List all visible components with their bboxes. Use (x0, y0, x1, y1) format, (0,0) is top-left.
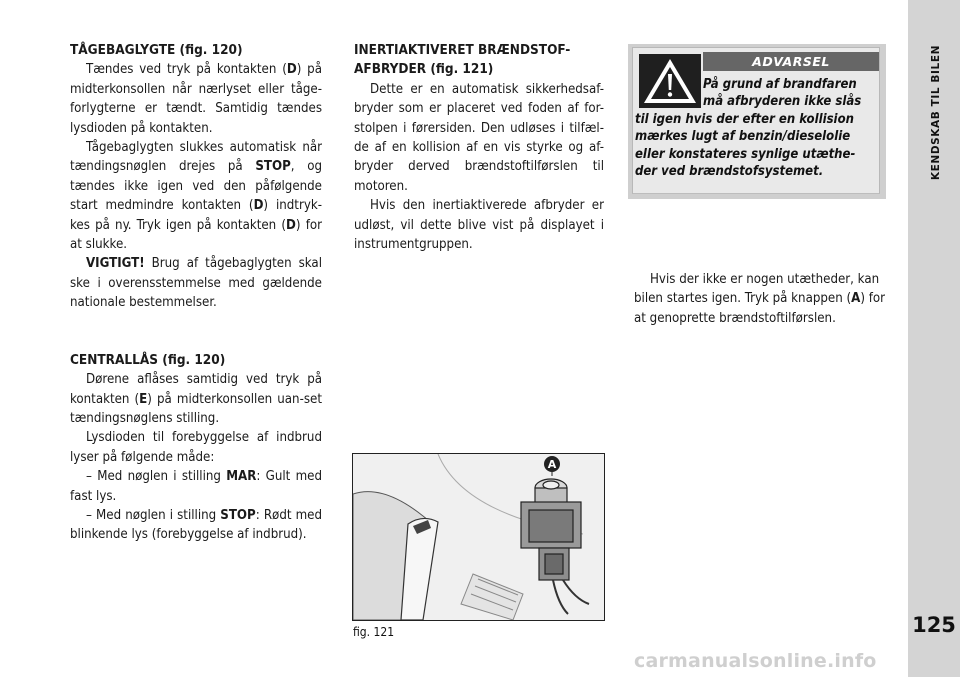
list-item: – Med nøglen i stilling MAR: Gult med fast lys. (70, 469, 322, 504)
paragraph: Tågebaglygten slukkes automatisk når tændingsnøglen drejes på STOP, og tændes ikke igen ved den påfølgende start medmindre kontakten (D) indtryk-kes på ny. Tryk igen på kontakten (D) for at slukke. (70, 140, 322, 253)
paragraph: Dørene aflåses samtidig ved tryk på kontakten (E) på midterkonsollen uan-set tændingsnøglens stilling. (70, 372, 322, 426)
paragraph: Hvis den inertiaktiverede afbryder er udløst, vil dette blive vist på displayet i instrumentgruppen. (354, 198, 604, 253)
warning-text: På grund af brandfaren må afbryderen ikke slås til igen hvis der efter en kollision mærkes lugt af benzin/dieselolie eller konstateres synlige utæthe-der ved brændstofsystemet. (635, 77, 862, 180)
paragraph: Hvis der ikke er nogen utætheder, kan bilen startes igen. Tryk på knappen (A) for at genoprette brændstoftilførslen. (634, 272, 886, 326)
figure-caption: fig. 121 (353, 625, 395, 639)
warning-panel (632, 47, 880, 194)
figure-label-a: A (547, 458, 557, 471)
paragraph: Lysdioden til forebyggelse af indbrud lyser på følgende måde: (70, 430, 322, 465)
paragraph: Tændes ved tryk på kontakten (D) på midterkonsollen når nærlyset eller tåge-forlygterne er tændt. Samtidig tændes lysdioden på kontakten. (70, 62, 322, 136)
section-heading-central-lock: CENTRALLÅS (fig. 120) (70, 351, 226, 368)
column-middle (354, 41, 604, 254)
watermark: carmanualsonline.info (634, 650, 877, 672)
column-left (70, 41, 322, 545)
section-title: KENDSKAB TIL BILEN (930, 45, 942, 181)
column-right (634, 270, 886, 328)
list-item: – Med nøglen i stilling STOP: Rødt med blinkende lys (forebyggelse af indbrud). (70, 507, 322, 543)
section-heading-fog-light: TÅGEBAGLYGTE (fig. 120) (70, 42, 243, 58)
warning-title: ADVARSEL (703, 52, 879, 71)
section-heading-fuel-cutoff: INERTIAKTIVERET BRÆNDSTOF- AFBRYDER (fig. 121) (354, 42, 571, 78)
page-number: 125 (912, 613, 956, 637)
paragraph: Dette er en automatisk sikkerhedsaf-bryder som er placeret ved foden af for-stolpen i førersiden. Den udløses i tilfæl-de af en kollision af en vis styrke og af-bryder derved brændstoftilførslen til motoren. (354, 81, 604, 194)
figure-121-illustration (352, 453, 605, 621)
warning-box (628, 44, 886, 199)
important-note: VIGTIGT! Brug af tågebaglygten skal ske i overensstemmelse med gældende nationale bestemmelser. (70, 256, 322, 311)
